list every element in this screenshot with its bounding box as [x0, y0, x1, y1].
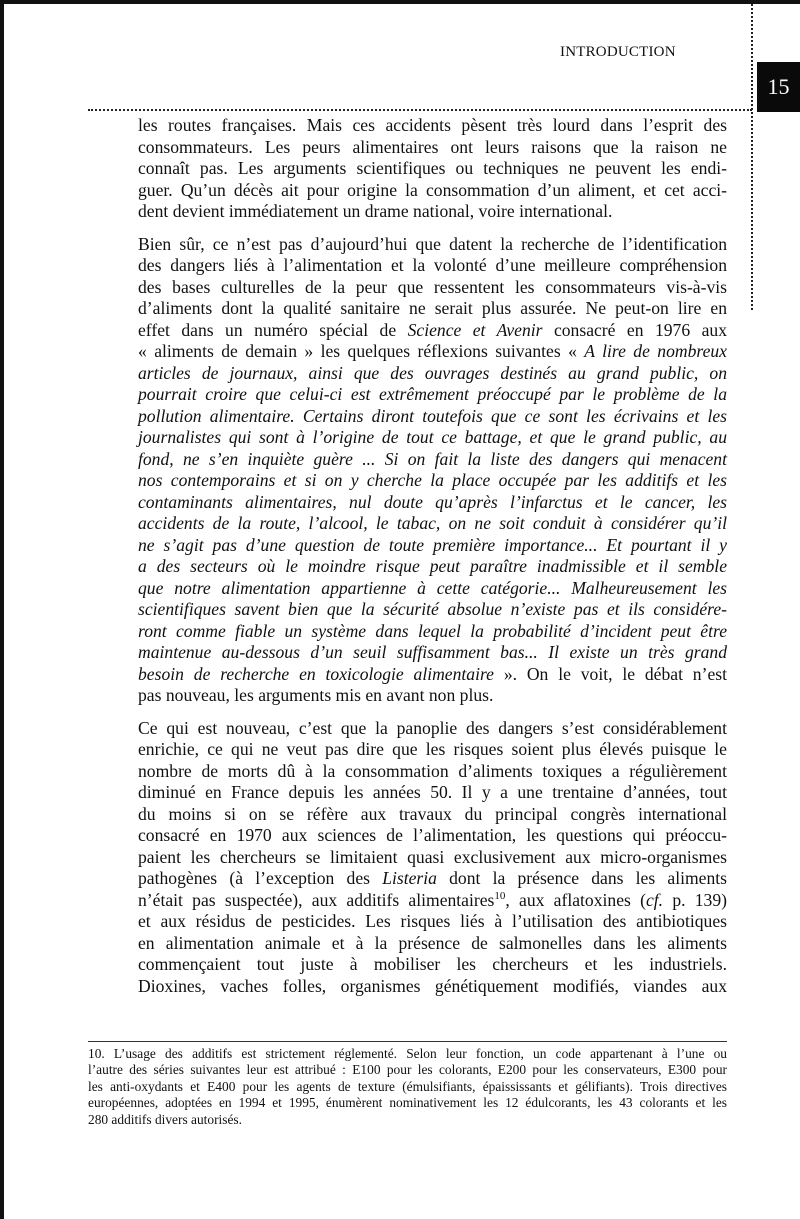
text-line — [138, 180, 727, 202]
text-line — [138, 277, 727, 299]
page-number: 15 — [767, 74, 790, 99]
text-line — [88, 1095, 727, 1111]
text-line — [138, 954, 727, 976]
italic-text: fond, ne s’en inquiète guère ... Si on fait la liste des dangers qui menacent — [138, 448, 727, 469]
text-line — [88, 1062, 727, 1078]
italic-text: ront comme fiable un système dans lequel la probabilité d’incident peut être — [138, 620, 727, 641]
text-line — [138, 890, 727, 912]
italic-text: Listeria — [382, 868, 437, 888]
text-segment: 10. L’usage des additifs est strictement réglementé. Selon leur fonction, un code appartenant à l’une ou — [88, 1046, 727, 1061]
text-line — [138, 556, 727, 578]
italic-text: a des secteurs où le moindre risque peut paraître inadmissible et il semble — [138, 556, 727, 576]
italic-text: ne s’agit pas d’une question de toute première importance... Et pourtant il y — [138, 534, 727, 555]
paragraph — [138, 718, 727, 998]
text-line — [138, 535, 727, 557]
italic-text: besoin de recherche en toxicologie alimentaire — [138, 663, 494, 684]
text-segment: consacré en 1976 aux — [542, 319, 727, 340]
text-segment: en alimentation animale et à la présence de salmonelles dans les aliments — [138, 932, 727, 953]
text-line — [138, 825, 727, 847]
text-segment: et aux résidus de pesticides. Les risques liés à l’utilisation des antibiotiques — [138, 911, 727, 931]
header-dotted-rule — [88, 109, 752, 111]
text-segment: guer. Qu’un décès ait pour origine la consommation d’un aliment, et cet acci- — [138, 179, 727, 200]
text-segment: l’autre des séries suivantes leur est attribué : E100 pour les colorants, E200 pour les conservateurs, E300 pour — [88, 1062, 727, 1078]
text-segment: des bases culturelles de la peur que ressentent les consommateurs vis-à-vis — [138, 276, 727, 297]
footnote — [88, 1046, 727, 1128]
text-segment: 280 additifs divers autorisés. — [88, 1111, 242, 1127]
text-line — [138, 685, 727, 707]
text-line — [138, 115, 727, 137]
text-segment: n’était pas suspectée), aux additifs alimentaires — [138, 889, 495, 910]
text-line — [138, 341, 727, 363]
text-segment: Dioxines, vaches folles, organismes génétiquement modifiés, viandes aux — [138, 975, 727, 996]
text-line — [138, 761, 727, 783]
text-line — [88, 1079, 727, 1095]
text-line — [138, 599, 727, 621]
italic-text: articles de journaux, ainsi que des ouvrages destinés au grand public, on — [138, 362, 727, 383]
text-segment: du moins si on se réfère aux travaux du principal congrès international — [138, 803, 727, 824]
text-line — [138, 718, 727, 740]
text-line — [138, 976, 727, 998]
italic-text: Science et Avenir — [407, 319, 543, 340]
top-border — [0, 0, 800, 4]
text-segment: diminué en France depuis les années 50. Il y a une trentaine d’années, tout — [138, 782, 727, 802]
italic-text: maintenue au-dessous d’un seuil suffisamment bas... Il existe un très grand — [138, 642, 727, 662]
text-line — [138, 384, 727, 406]
text-line — [138, 492, 727, 514]
text-segment: dent devient immédiatement un drame national, voire international. — [138, 201, 613, 221]
text-segment: commençaient tout juste à mobiliser les chercheurs et les industriels. — [138, 954, 727, 974]
italic-text: nos contemporains et si on y cherche la place occupée par les additifs et les — [138, 470, 727, 490]
text-line — [138, 513, 727, 535]
italic-text: contaminants alimentaires, nul doute qu’après l’infarctus et le cancer, les — [138, 491, 727, 512]
left-border — [0, 0, 4, 1219]
text-segment: consommateurs. Les peurs alimentaires ont leurs raisons que la raison ne — [138, 136, 727, 157]
body-text — [138, 115, 727, 1008]
text-line — [138, 406, 727, 428]
italic-text: A lire de nombreux — [584, 341, 727, 361]
paragraph — [138, 115, 727, 223]
text-segment: , aux aflatoxines ( — [505, 889, 646, 910]
running-title: INTRODUCTION — [560, 44, 676, 60]
text-segment: ». On le voit, le débat n’est — [493, 663, 727, 684]
text-segment: des dangers liés à l’alimentation et la volonté d’une meilleure compréhension — [138, 255, 727, 275]
paragraph — [138, 234, 727, 707]
text-segment: pathogènes (à l’exception des — [138, 868, 383, 888]
text-line — [138, 298, 727, 320]
text-line — [88, 1112, 727, 1128]
text-line — [88, 1046, 727, 1062]
italic-text: scientifiques savent bien que la sécurité absolue n’existe pas et ils considére- — [138, 599, 727, 619]
text-segment: enrichie, ce qui ne veut pas dire que les risques soient plus élevés puisque le — [138, 739, 727, 759]
footnote-rule — [88, 1041, 727, 1042]
text-line — [138, 320, 727, 342]
text-segment: pas nouveau, les arguments mis en avant non plus. — [138, 685, 494, 705]
text-line — [138, 642, 727, 664]
text-line — [138, 739, 727, 761]
text-segment: « aliments de demain » les quelques réflexions suivantes « — [138, 341, 585, 361]
text-segment: les anti-oxydants et E400 pour les agents de texture (émulsifiants, épaississants et gélifiants). Trois directives — [88, 1078, 727, 1094]
text-segment: paient les chercheurs se limitaient quasi exclusivement aux micro-organismes — [138, 846, 727, 867]
text-segment: connaît pas. Les arguments scientifiques ou techniques ne peuvent les endi- — [138, 158, 727, 178]
text-line — [138, 868, 727, 890]
italic-text: pollution alimentaire. Certains diront toutefois que ce sont les écrivains et les — [138, 405, 727, 426]
italic-text: que notre alimentation appartienne à cette catégorie... Malheureusement les — [138, 577, 727, 598]
text-line — [138, 449, 727, 471]
text-line — [138, 158, 727, 180]
text-line — [138, 664, 727, 686]
text-line — [138, 201, 727, 223]
text-segment: Ce qui est nouveau, c’est que la panoplie des dangers s’est considérablement — [138, 717, 727, 738]
text-line — [138, 427, 727, 449]
text-segment: dont la présence dans les aliments — [436, 868, 728, 888]
text-line — [138, 911, 727, 933]
text-line — [138, 804, 727, 826]
text-line — [138, 234, 727, 256]
text-segment: nombre de morts dû à la consommation d’aliments toxiques a régulièrement — [138, 760, 727, 781]
text-segment: consacré en 1970 aux sciences de l’alimentation, les questions qui préoccu- — [138, 825, 727, 845]
text-line — [138, 782, 727, 804]
text-segment: d’aliments dont la qualité sanitaire ne serait plus assurée. Ne peut-on lire en — [138, 298, 727, 318]
italic-text: cf. — [645, 889, 664, 910]
text-segment: les routes françaises. Mais ces accidents pèsent très lourd dans l’esprit des — [138, 115, 727, 135]
italic-text: accidents de la route, l’alcool, le tabac, on ne soit conduit à considérer qu’il — [138, 513, 727, 533]
vertical-dotted-rule — [751, 4, 753, 310]
text-line — [138, 578, 727, 600]
text-line — [138, 621, 727, 643]
text-segment: Bien sûr, ce n’est pas d’aujourd’hui que datent la recherche de l’identification — [138, 233, 727, 254]
text-line — [138, 255, 727, 277]
text-line — [138, 847, 727, 869]
text-line — [138, 137, 727, 159]
text-segment: p. 139) — [663, 889, 727, 910]
italic-text: pourrait croire que celui-ci est extrêmement préoccupé par le problème de la — [138, 384, 727, 404]
text-segment: européennes, adoptées en 1994 et 1995, énumèrent nominativement les 12 édulcorants, les 43 colorants et les — [88, 1095, 727, 1111]
text-line — [138, 363, 727, 385]
text-segment: effet dans un numéro spécial de — [138, 319, 408, 340]
page-number-tab — [757, 62, 800, 112]
text-line — [138, 933, 727, 955]
footnote-reference: 10 — [494, 889, 506, 902]
italic-text: journalistes qui sont à l’origine de tout ce battage, et que le grand public, au — [138, 427, 727, 447]
text-line — [138, 470, 727, 492]
